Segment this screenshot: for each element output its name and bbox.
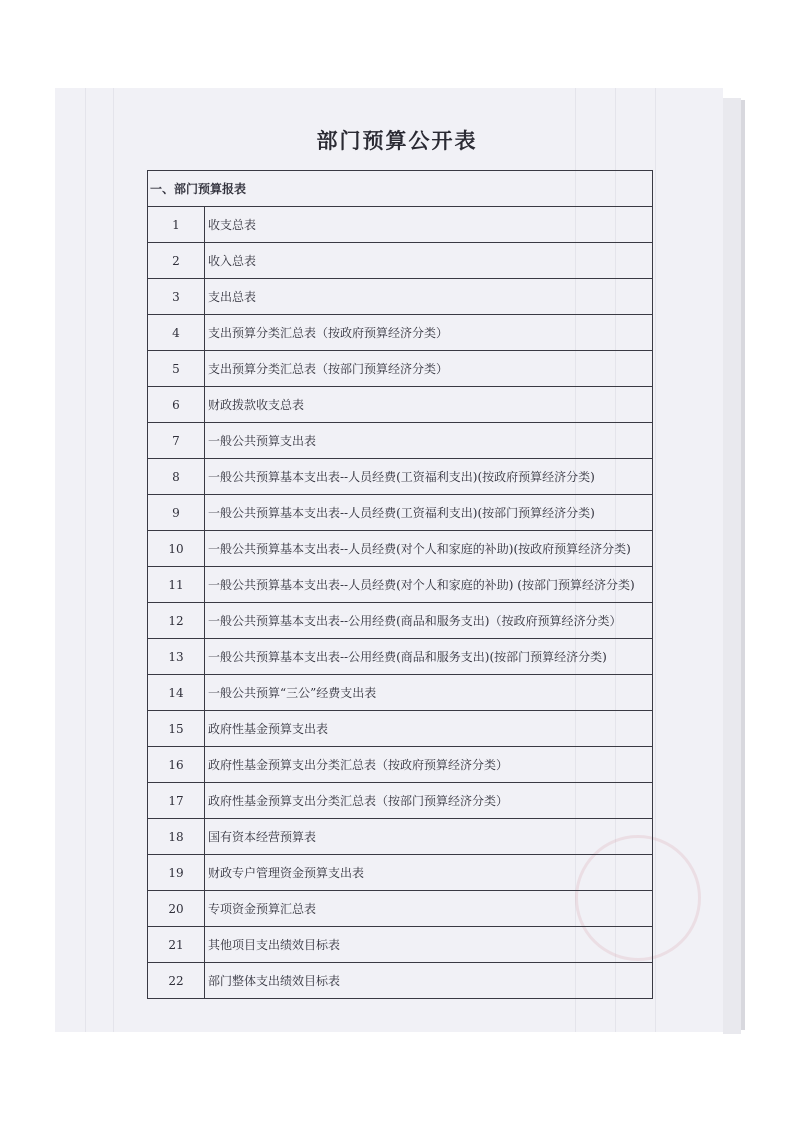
row-number: 19 — [148, 855, 205, 891]
row-number: 17 — [148, 783, 205, 819]
row-number: 7 — [148, 423, 205, 459]
report-name: 专项资金预算汇总表 — [205, 891, 653, 927]
table-row — [148, 207, 653, 243]
row-number: 20 — [148, 891, 205, 927]
table-row — [148, 855, 653, 891]
table-row — [148, 387, 653, 423]
table-row — [148, 567, 653, 603]
table-row — [148, 783, 653, 819]
page-edge — [723, 98, 741, 1034]
row-number: 16 — [148, 747, 205, 783]
page-title: 部门预算公开表 — [316, 128, 478, 153]
row-number: 2 — [148, 243, 205, 279]
report-name: 政府性基金预算支出分类汇总表（按部门预算经济分类） — [205, 783, 653, 819]
row-number: 4 — [148, 315, 205, 351]
table-row — [148, 351, 653, 387]
row-number: 10 — [148, 531, 205, 567]
report-name: 收支总表 — [205, 207, 653, 243]
row-number: 21 — [148, 927, 205, 963]
table-row — [148, 315, 653, 351]
report-name: 国有资本经营预算表 — [205, 819, 653, 855]
row-number: 8 — [148, 459, 205, 495]
row-number: 1 — [148, 207, 205, 243]
row-number: 12 — [148, 603, 205, 639]
report-name: 支出总表 — [205, 279, 653, 315]
report-name: 支出预算分类汇总表（按部门预算经济分类） — [205, 351, 653, 387]
table-row — [148, 711, 653, 747]
report-name: 一般公共预算基本支出表--人员经费(对个人和家庭的补助)(按政府预算经济分类) — [205, 531, 653, 567]
section-title: 一、部门预算报表 — [148, 171, 653, 207]
report-name: 一般公共预算基本支出表--人员经费(对个人和家庭的补助) (按部门预算经济分类) — [205, 567, 653, 603]
page-shadow — [741, 100, 745, 1030]
report-name: 政府性基金预算支出分类汇总表（按政府预算经济分类） — [205, 747, 653, 783]
table-row — [148, 819, 653, 855]
row-number: 22 — [148, 963, 205, 999]
table-row — [148, 675, 653, 711]
table-row — [148, 495, 653, 531]
report-name: 其他项目支出绩效目标表 — [205, 927, 653, 963]
report-name: 收入总表 — [205, 243, 653, 279]
row-number: 9 — [148, 495, 205, 531]
row-number: 18 — [148, 819, 205, 855]
table-row — [148, 459, 653, 495]
report-name: 一般公共预算基本支出表--公用经费(商品和服务支出)（按政府预算经济分类） — [205, 603, 653, 639]
report-name: 财政拨款收支总表 — [205, 387, 653, 423]
section-header-row — [148, 171, 653, 207]
table-row — [148, 243, 653, 279]
report-name: 财政专户管理资金预算支出表 — [205, 855, 653, 891]
report-index-table — [147, 170, 653, 999]
report-name: 部门整体支出绩效目标表 — [205, 963, 653, 999]
row-number: 6 — [148, 387, 205, 423]
row-number: 11 — [148, 567, 205, 603]
row-number: 15 — [148, 711, 205, 747]
report-name: 政府性基金预算支出表 — [205, 711, 653, 747]
table-row — [148, 639, 653, 675]
table-row — [148, 891, 653, 927]
report-name: 一般公共预算基本支出表--人员经费(工资福利支出)(按部门预算经济分类) — [205, 495, 653, 531]
row-number: 3 — [148, 279, 205, 315]
table-row — [148, 963, 653, 999]
report-name: 一般公共预算基本支出表--人员经费(工资福利支出)(按政府预算经济分类) — [205, 459, 653, 495]
report-name: 支出预算分类汇总表（按政府预算经济分类） — [205, 315, 653, 351]
row-number: 5 — [148, 351, 205, 387]
table-row — [148, 531, 653, 567]
report-name: 一般公共预算基本支出表--公用经费(商品和服务支出)(按部门预算经济分类) — [205, 639, 653, 675]
table-row — [148, 747, 653, 783]
table-row — [148, 927, 653, 963]
row-number: 13 — [148, 639, 205, 675]
table-row — [148, 603, 653, 639]
report-name: 一般公共预算支出表 — [205, 423, 653, 459]
report-name: 一般公共预算“三公”经费支出表 — [205, 675, 653, 711]
row-number: 14 — [148, 675, 205, 711]
table-row — [148, 423, 653, 459]
table-row — [148, 279, 653, 315]
